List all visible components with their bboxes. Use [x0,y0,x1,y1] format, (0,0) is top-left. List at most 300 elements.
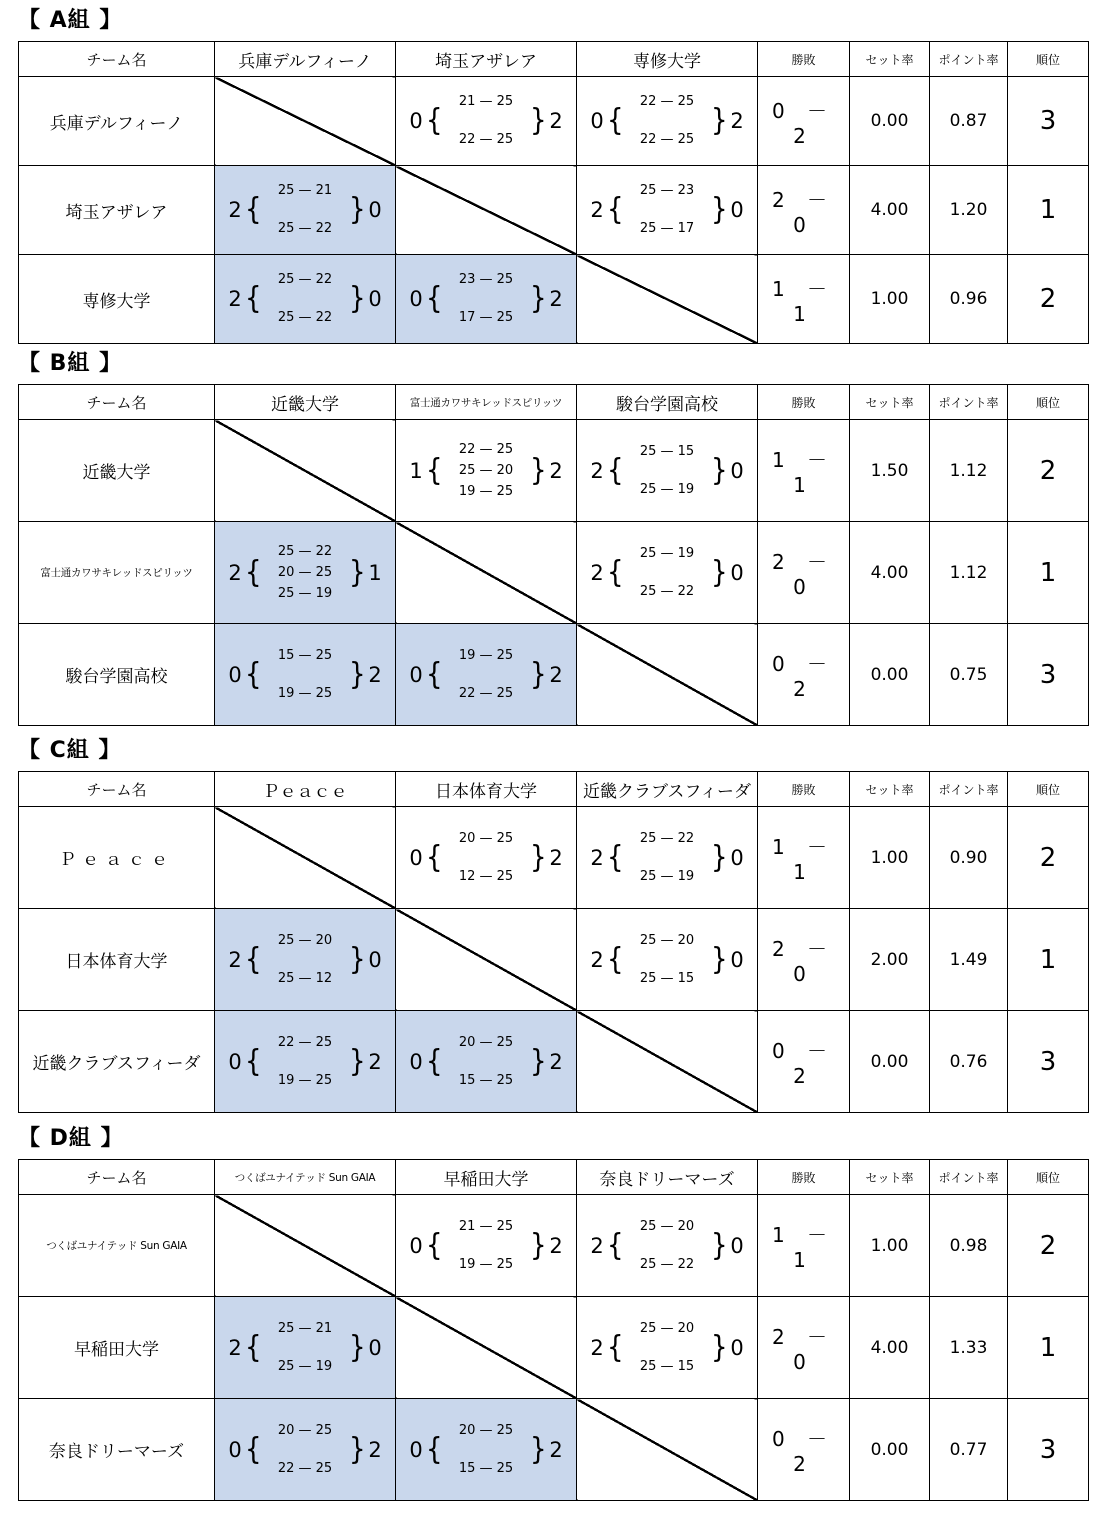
win-loss: 0 － 2 [758,77,850,166]
group-title: 【 C組 】 [18,738,122,763]
rank: 3 [1008,1399,1089,1501]
team-name: 駿台学園高校 [19,624,215,726]
header-row [19,42,1089,77]
sets-won: 2 [228,947,242,972]
team-name: 兵庫デルフィーノ [19,77,215,166]
match-score [215,544,395,602]
sets-won: 0 [228,1437,242,1462]
set-ratio: 0.00 [850,624,930,726]
header-winloss: 勝敗 [758,1160,850,1195]
brace-open: { [607,942,624,977]
header-rank: 順位 [1008,42,1089,77]
match-score [577,183,757,237]
brace-close: } [530,103,547,139]
match-result [577,1297,758,1399]
header-opponent: つくばユナイテッド Sun GAIA [215,1160,396,1195]
team-row [19,1399,1089,1501]
set-scores [261,272,349,326]
self-match-diagonal [396,1297,577,1399]
team-row [19,909,1089,1011]
group-title: 【 D組 】 [18,1126,124,1151]
team-row [19,624,1089,726]
team-name: 日本体育大学 [19,909,215,1011]
match-score [215,933,395,987]
team-row [19,77,1089,166]
set-scores [261,1035,349,1089]
match-result [396,807,577,909]
match-score [396,648,576,702]
match-score [577,933,757,987]
match-score [577,831,757,885]
sets-lost: 0 [730,198,744,222]
group-table [18,41,1089,344]
set-scores [261,1423,349,1477]
set-score: 25 — 22 [639,830,695,846]
match-result [396,1195,577,1297]
header-team: チーム名 [19,1160,215,1195]
brace-open: { [607,1330,624,1365]
set-ratio: 2.00 [850,909,930,1011]
header-row [19,1160,1089,1195]
set-scores [623,94,711,148]
header-point-ratio: ポイント率 [930,772,1008,807]
set-score: 22 — 25 [277,1460,333,1476]
header-set-ratio: セット率 [850,385,930,420]
match-result [577,1195,758,1297]
set-score: 19 — 25 [277,685,333,701]
set-scores [442,94,530,148]
sets-won: 2 [228,287,242,311]
sets-lost: 2 [730,109,744,133]
win-loss: 1 － 1 [758,1195,850,1297]
team-row [19,1011,1089,1113]
match-result [577,166,758,255]
set-score: 15 — 25 [277,647,333,663]
brace-close: } [530,657,547,692]
self-match-diagonal [577,255,758,344]
set-ratio: 4.00 [850,1297,930,1399]
brace-close: } [349,281,366,317]
set-score: 12 — 25 [458,868,514,884]
set-score: 25 — 20 [639,1218,695,1234]
sets-won: 0 [228,662,242,687]
set-scores [442,1423,530,1477]
set-scores [261,544,349,602]
brace-close: } [349,1330,366,1365]
set-score: 20 — 25 [277,564,333,580]
win-loss: 2 － 0 [758,1297,850,1399]
brace-open: { [607,103,624,139]
match-score [215,648,395,702]
set-scores [623,546,711,600]
win-loss: 1 － 1 [758,255,850,344]
set-ratio: 0.00 [850,77,930,166]
brace-open: { [245,281,262,317]
brace-close: } [530,840,547,875]
set-scores [623,933,711,987]
team-row [19,1195,1089,1297]
header-opponent: 近畿大学 [215,385,396,420]
set-score: 23 — 25 [458,272,514,287]
sets-lost: 2 [549,1049,563,1074]
group-table [18,384,1089,726]
group-table [18,1159,1089,1501]
set-scores [442,831,530,885]
set-score: 25 — 19 [639,868,695,884]
set-ratio: 0.00 [850,1011,930,1113]
win-loss: 0 － 2 [758,624,850,726]
set-scores [261,648,349,702]
set-scores [261,183,349,237]
brace-open: { [245,192,262,228]
sets-won: 2 [590,1233,604,1258]
sets-won: 0 [409,845,423,870]
brace-open: { [245,942,262,977]
brace-open: { [426,103,443,139]
sets-won: 2 [590,560,604,585]
set-score: 22 — 25 [458,441,514,457]
set-ratio: 1.00 [850,255,930,344]
header-opponent: 富士通カワサキレッドスピリッツ [396,385,577,420]
team-name: 専修大学 [19,255,215,344]
set-scores [442,648,530,702]
brace-open: { [245,657,262,692]
brace-close: } [711,192,728,228]
point-ratio: 1.33 [930,1297,1008,1399]
match-score [215,1423,395,1477]
brace-close: } [711,1228,728,1263]
match-score [396,1219,576,1273]
sets-lost: 2 [549,458,563,483]
brace-close: } [349,942,366,977]
brace-close: } [349,657,366,692]
brace-close: } [530,453,547,488]
team-row [19,420,1089,522]
brace-close: } [349,192,366,228]
win-loss: 2 － 0 [758,909,850,1011]
match-result [396,255,577,344]
point-ratio: 0.98 [930,1195,1008,1297]
brace-open: { [607,840,624,875]
brace-close: } [711,840,728,875]
header-winloss: 勝敗 [758,385,850,420]
match-score [215,1035,395,1089]
sets-won: 0 [409,287,423,311]
set-score: 21 — 25 [458,94,514,109]
brace-open: { [426,1044,443,1079]
set-score: 25 — 22 [277,272,333,287]
sets-lost: 2 [549,109,563,133]
brace-close: } [711,1330,728,1365]
set-score: 25 — 12 [277,970,333,986]
match-result [215,255,396,344]
set-ratio: 1.50 [850,420,930,522]
rank: 1 [1008,909,1089,1011]
set-scores [442,1035,530,1089]
brace-open: { [607,555,624,590]
sets-lost: 0 [368,287,382,311]
set-score: 17 — 25 [458,310,514,325]
header-opponent: 埼玉アザレア [396,42,577,77]
rank: 1 [1008,1297,1089,1399]
brace-open: { [426,281,443,317]
header-team: チーム名 [19,385,215,420]
win-loss: 2 － 0 [758,166,850,255]
match-result [577,909,758,1011]
sets-won: 2 [590,198,604,222]
point-ratio: 1.20 [930,166,1008,255]
header-rank: 順位 [1008,772,1089,807]
set-score: 19 — 25 [458,647,514,663]
set-score: 25 — 22 [277,221,333,236]
sets-lost: 0 [730,845,744,870]
header-opponent: 早稲田大学 [396,1160,577,1195]
win-loss: 1 － 1 [758,807,850,909]
match-result [577,420,758,522]
team-name: 近畿大学 [19,420,215,522]
sets-lost: 0 [368,198,382,222]
match-result [215,522,396,624]
sets-lost: 2 [549,287,563,311]
set-score: 20 — 25 [458,1422,514,1438]
brace-open: { [607,192,624,228]
match-score [215,272,395,326]
set-score: 19 — 25 [277,1072,333,1088]
set-score: 25 — 15 [639,970,695,986]
set-score: 25 — 19 [639,481,695,497]
set-score: 25 — 19 [639,545,695,561]
match-result [215,166,396,255]
set-ratio: 1.00 [850,807,930,909]
sets-won: 2 [590,458,604,483]
group-title: 【 A組 】 [18,8,123,33]
match-result [396,420,577,522]
match-result [215,624,396,726]
match-score [396,272,576,326]
set-score: 21 — 25 [458,1218,514,1234]
match-result [577,807,758,909]
point-ratio: 0.75 [930,624,1008,726]
point-ratio: 1.12 [930,522,1008,624]
sets-lost: 0 [730,1335,744,1360]
set-score: 25 — 15 [639,1358,695,1374]
set-score: 25 — 22 [277,543,333,559]
brace-close: } [711,103,728,139]
sets-won: 0 [409,1049,423,1074]
rank: 3 [1008,77,1089,166]
team-row [19,522,1089,624]
header-row [19,385,1089,420]
sets-won: 2 [228,560,242,585]
team-name: 早稲田大学 [19,1297,215,1399]
set-score: 25 — 20 [277,932,333,948]
sets-won: 0 [590,109,604,133]
brace-close: } [530,281,547,317]
match-score [577,1321,757,1375]
match-score [396,1423,576,1477]
match-result [396,77,577,166]
set-scores [623,444,711,498]
brace-close: } [530,1044,547,1079]
sets-lost: 0 [368,1335,382,1360]
sets-won: 0 [409,662,423,687]
point-ratio: 1.12 [930,420,1008,522]
sets-lost: 2 [549,1437,563,1462]
brace-open: { [426,657,443,692]
set-score: 22 — 25 [639,132,695,147]
sets-won: 2 [228,1335,242,1360]
match-score [577,546,757,600]
self-match-diagonal [215,1195,396,1297]
sets-won: 2 [228,198,242,222]
set-score: 25 — 22 [639,583,695,599]
header-opponent: 駿台学園高校 [577,385,758,420]
header-rank: 順位 [1008,385,1089,420]
sets-lost: 2 [549,1233,563,1258]
set-score: 15 — 25 [458,1460,514,1476]
sets-lost: 0 [730,947,744,972]
set-scores [442,272,530,326]
set-score: 25 — 20 [639,1320,695,1336]
set-score: 25 — 23 [639,183,695,198]
sets-lost: 2 [368,1437,382,1462]
set-scores [261,1321,349,1375]
match-score [215,1321,395,1375]
sets-won: 2 [590,947,604,972]
win-loss: 0 － 2 [758,1399,850,1501]
brace-close: } [349,1044,366,1079]
sets-lost: 0 [730,1233,744,1258]
sets-lost: 0 [730,560,744,585]
set-score: 25 — 21 [277,1320,333,1336]
self-match-diagonal [396,909,577,1011]
sets-won: 2 [590,1335,604,1360]
team-row [19,255,1089,344]
rank: 2 [1008,1195,1089,1297]
header-rank: 順位 [1008,1160,1089,1195]
team-row [19,1297,1089,1399]
header-opponent: 日本体育大学 [396,772,577,807]
brace-close: } [711,555,728,590]
sets-won: 2 [590,845,604,870]
set-scores [623,1321,711,1375]
sets-won: 0 [409,1437,423,1462]
rank: 1 [1008,166,1089,255]
set-score: 22 — 25 [458,685,514,701]
win-loss: 1 － 1 [758,420,850,522]
point-ratio: 0.87 [930,77,1008,166]
brace-open: { [245,1044,262,1079]
set-ratio: 4.00 [850,522,930,624]
brace-close: } [349,555,366,590]
self-match-diagonal [577,624,758,726]
header-team: チーム名 [19,42,215,77]
set-score: 19 — 25 [458,483,514,499]
rank: 3 [1008,1011,1089,1113]
team-name: Ｐｅａｃｅ [19,807,215,909]
self-match-diagonal [577,1011,758,1113]
header-opponent: 近畿クラブスフィーダ [577,772,758,807]
header-point-ratio: ポイント率 [930,385,1008,420]
self-match-diagonal [396,522,577,624]
set-ratio: 4.00 [850,166,930,255]
set-score: 25 — 19 [277,585,333,601]
sets-won: 0 [228,1049,242,1074]
match-score [396,831,576,885]
header-set-ratio: セット率 [850,42,930,77]
self-match-diagonal [215,77,396,166]
sets-lost: 2 [368,1049,382,1074]
set-scores [623,1219,711,1273]
set-score: 25 — 21 [277,183,333,198]
team-name: 奈良ドリーマーズ [19,1399,215,1501]
group-table [18,771,1089,1113]
set-score: 25 — 22 [277,310,333,325]
brace-close: } [349,1432,366,1467]
team-name: 埼玉アザレア [19,166,215,255]
rank: 2 [1008,807,1089,909]
match-result [396,624,577,726]
rank: 2 [1008,255,1089,344]
match-result [215,909,396,1011]
match-result [215,1399,396,1501]
match-result [396,1011,577,1113]
set-score: 25 — 20 [458,462,514,478]
match-score [215,183,395,237]
brace-open: { [426,1228,443,1263]
rank: 3 [1008,624,1089,726]
set-score: 20 — 25 [277,1422,333,1438]
set-scores [261,933,349,987]
brace-close: } [711,942,728,977]
team-row [19,166,1089,255]
sets-lost: 2 [549,845,563,870]
sets-won: 0 [409,1233,423,1258]
match-score [577,94,757,148]
sets-won: 1 [409,458,423,483]
rank: 1 [1008,522,1089,624]
point-ratio: 0.96 [930,255,1008,344]
self-match-diagonal [215,420,396,522]
sets-lost: 0 [368,947,382,972]
brace-open: { [426,453,443,488]
team-name: つくばユナイテッド Sun GAIA [19,1195,215,1297]
set-score: 20 — 25 [458,830,514,846]
set-scores [442,442,530,500]
brace-close: } [711,453,728,488]
match-result [577,77,758,166]
point-ratio: 0.77 [930,1399,1008,1501]
brace-open: { [245,1330,262,1365]
set-ratio: 1.00 [850,1195,930,1297]
header-row [19,772,1089,807]
match-result [215,1297,396,1399]
brace-close: } [530,1432,547,1467]
self-match-diagonal [215,807,396,909]
match-result [396,1399,577,1501]
brace-close: } [530,1228,547,1263]
header-set-ratio: セット率 [850,1160,930,1195]
set-ratio: 0.00 [850,1399,930,1501]
sets-lost: 1 [368,560,382,585]
team-name: 富士通カワサキレッドスピリッツ [19,522,215,624]
set-score: 25 — 20 [639,932,695,948]
match-score [396,94,576,148]
match-result [577,522,758,624]
set-score: 25 — 17 [639,221,695,236]
set-scores [623,183,711,237]
match-result [215,1011,396,1113]
